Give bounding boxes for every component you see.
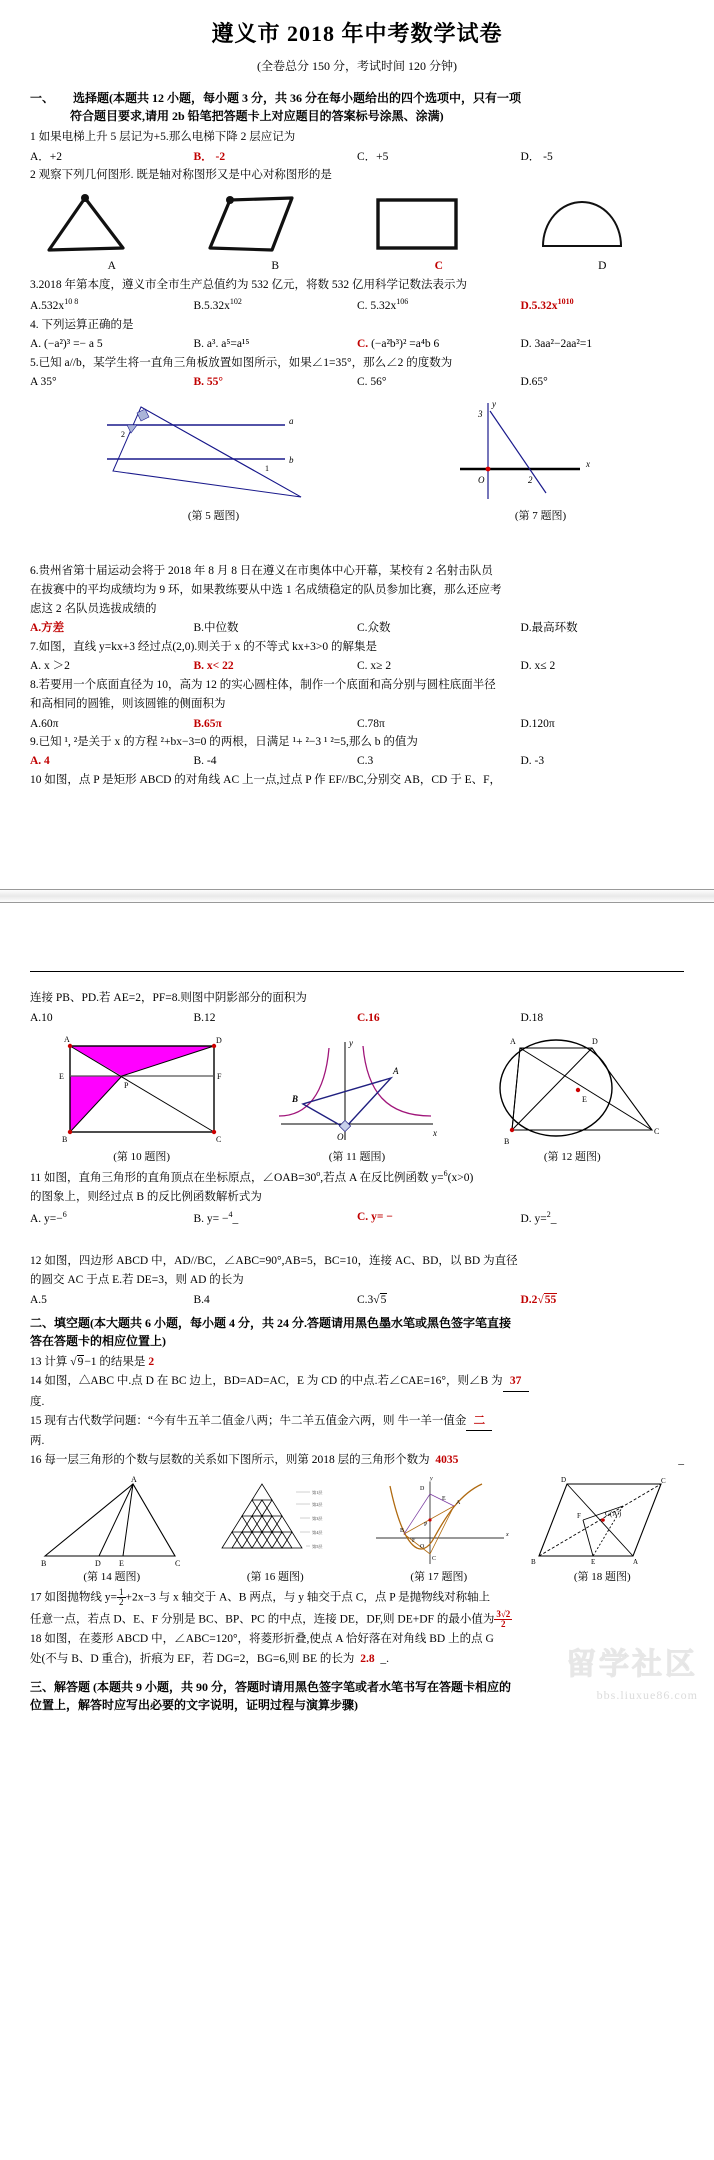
svg-text:E: E [441, 1495, 446, 1502]
q8-option-d[interactable]: D.120π [520, 717, 555, 730]
q6-option-a[interactable]: A.方差 [30, 622, 65, 635]
q3-option-d[interactable]: $D.5.32x^{1010}$ [520, 297, 574, 313]
svg-text:A: A [510, 1037, 517, 1047]
svg-text:D: D [561, 1475, 567, 1484]
q3-option-b[interactable]: $B.5.32x^{102}$ [193, 297, 242, 313]
question-6-line3: 虑这 2 名队员选拔成绩的 [30, 603, 157, 616]
q9-option-a[interactable]: A. 4 [30, 755, 50, 768]
svg-text:D: D [592, 1037, 599, 1047]
q5-option-d[interactable]: D.65° [520, 376, 548, 389]
q10-option-b[interactable]: B.12 [193, 1011, 216, 1024]
q10-option-d[interactable]: D.18 [520, 1011, 544, 1024]
question-1-options [30, 149, 684, 166]
page-break-divider [0, 889, 714, 903]
svg-text:第2层: 第2层 [312, 1501, 323, 1507]
q8-option-b[interactable]: B.65π [193, 717, 222, 730]
svg-text:C: C [431, 1555, 436, 1562]
svg-text:x: x [505, 1531, 509, 1538]
q3-option-a[interactable]: $A.532x^{10 8}$ [30, 297, 79, 313]
svg-text:x: x [432, 1128, 437, 1139]
question-4-options [30, 336, 684, 353]
q18-answer: 2.8 [360, 1652, 375, 1665]
question-7-text: 7.如图，直线 y=kx+3 经过点(2,0).则关于 x 的不等式 kx+3>0 的解集是 [30, 641, 377, 654]
semicircle-icon [527, 190, 637, 256]
question-8-line2: 和高相同的圆锥，则该圆锥的侧面积为 [30, 698, 226, 711]
q9-option-d[interactable]: D. -3 [520, 755, 545, 768]
watermark-url: bbs.liuxue86.com [596, 1687, 698, 1702]
figure-10 [44, 1032, 240, 1166]
question-17-line1: 17 如图抛物线 y= $\frac{1}{2}$ +2x−3 与 x 轴交于 A、B 两点，与 y 轴交于点 C，点 P 是抛物线对称轴上 [30, 1586, 491, 1608]
q7-option-d[interactable]: D. x≤ 2 [520, 660, 556, 673]
q6-option-d[interactable]: D.最高环数 [520, 622, 578, 635]
svg-text:B: B [291, 1094, 298, 1105]
q1-option-c[interactable]: C．+5 [357, 150, 389, 163]
q1-option-b[interactable]: B． -2 [193, 150, 226, 163]
svg-text:P: P [423, 1521, 428, 1528]
question-3-options [30, 296, 684, 315]
page-title: 遵义市 2018 年中考数学试卷 [211, 21, 503, 46]
figure-7-caption: (第 7 题图) [514, 509, 567, 522]
svg-text:C: C [661, 1476, 666, 1485]
question-15-line2: 两. [30, 1435, 45, 1448]
svg-text:b: b [288, 454, 293, 465]
svg-text:A: A [633, 1557, 639, 1566]
figure-16-caption: (第 16 题图) [246, 1570, 304, 1583]
q2-label-d: D [598, 260, 607, 273]
figure-17 [364, 1476, 514, 1586]
watermark-text: 留学社区 [566, 1648, 698, 1681]
figures-14-16-17-18 [30, 1476, 684, 1586]
triangle-layers-diagram [200, 1476, 350, 1568]
rectangle-icon [364, 190, 474, 256]
svg-text:A: A [63, 1035, 70, 1045]
q4-option-b[interactable]: B. a³. a⁵=a¹⁵ [193, 338, 250, 351]
section-3-line1: 三、解答题 (本题共 9 小题，共 90 分，答题时请用黑色签字笔或者水笔书写在答题卡相应的 [30, 1679, 511, 1694]
q5-option-b[interactable]: B. 55° [193, 376, 224, 389]
question-5-options [30, 374, 684, 391]
question-10-line2: 连接 PB、PD.若 AE=2，PF=8.则图中阴影部分的面积为 [30, 992, 307, 1005]
figures-10-11-12 [30, 1032, 684, 1166]
svg-text:x: x [585, 458, 590, 469]
svg-text:O: O [419, 1543, 425, 1550]
figure-14 [37, 1476, 187, 1586]
question-9-options [30, 753, 684, 770]
parallelogram-icon [200, 190, 310, 256]
q11-option-a[interactable]: A. y=−$^6$ [30, 1209, 67, 1225]
q11-option-d[interactable]: D. y=$^2$_ [520, 1209, 557, 1225]
q12-option-a[interactable]: A.5 [30, 1293, 47, 1306]
q13-answer: 2 [148, 1356, 155, 1369]
q14-answer: 37 [503, 1373, 529, 1391]
svg-text:F: F [216, 1072, 222, 1082]
question-4-text: 4. 下列运算正确的是 [30, 318, 134, 331]
question-10-line1: 10 如图，点 P 是矩形 ABCD 的对角线 AC 上一点,过点 P 作 EF//BC,分别交 AB，CD 于 E、F， [30, 774, 502, 787]
q1-option-d[interactable]: D． -5 [520, 150, 553, 163]
q4-option-c[interactable]: C. (−a²b³)² =a⁴b 6 [357, 338, 440, 351]
svg-text:E: E [591, 1557, 596, 1566]
figure-18 [527, 1476, 677, 1586]
q7-option-c[interactable]: C. x≥ 2 [357, 660, 392, 673]
figure-5 [89, 397, 339, 525]
q7-option-a[interactable]: A. x ＞2 [30, 660, 70, 673]
figure-18-caption: (第 18 题图) [573, 1570, 631, 1583]
svg-text:O: O [336, 1132, 344, 1143]
triangle-icon [37, 190, 147, 256]
q9-option-c[interactable]: C.3 [357, 755, 374, 768]
figure-11-caption: (第 11 题围) [328, 1151, 386, 1164]
q12-option-b[interactable]: B.4 [193, 1293, 210, 1306]
question-11-options [30, 1209, 684, 1228]
q2-label-b: B [271, 260, 280, 273]
q2-label-a: A [107, 260, 116, 273]
triangle-abc-diagram [37, 1476, 187, 1568]
svg-text:2: 2 [527, 474, 532, 485]
q2-shape-c[interactable] [364, 190, 514, 275]
svg-text:第1层: 第1层 [312, 1489, 323, 1495]
q4-option-d[interactable]: D. 3aa²−2aa²=1 [520, 338, 593, 351]
exam-page [0, 18, 714, 1714]
section-1-heading [30, 89, 684, 125]
svg-text:C: C [174, 1558, 181, 1568]
q16-answer: 4035 [435, 1454, 459, 1467]
figure-5-caption: (第 5 题图) [187, 509, 240, 522]
q1-option-a[interactable]: A．+2 [30, 150, 63, 163]
q10-option-a[interactable]: A.10 [30, 1011, 53, 1024]
svg-text:B: B [40, 1558, 47, 1568]
svg-text:D: D [94, 1558, 101, 1568]
svg-text:C: C [215, 1135, 221, 1145]
q3-option-c[interactable]: C. $5.32x^{106}$ [357, 297, 409, 313]
hyperbola-diagram [267, 1032, 447, 1148]
q2-shape-a[interactable] [37, 190, 187, 275]
question-6-options [30, 620, 684, 637]
svg-text:第4层: 第4层 [312, 1529, 323, 1535]
watermark [566, 1643, 698, 1704]
question-3-text: 3.2018 年第本度，遵义市全市生产总值约为 532 亿元，将数 532 亿用科学记数法表示为 [30, 279, 467, 292]
q17-answer: $\frac{3√2}{2}$ [496, 1608, 511, 1629]
q2-shape-b[interactable] [200, 190, 350, 275]
question-9-text: 9.已知 ¹, ²是关于 x 的方程 ²+bx−3=0 的两根，日满足 ¹+ ²−3 ¹ ²=5,那么 b 的值为 [30, 736, 418, 749]
svg-text:C: C [654, 1127, 660, 1137]
section-1-line2: 符合题目要求,请用 2b 铅笔把答题卡上对应题目的答案标号涂黑、涂满) [70, 109, 444, 124]
svg-text:第3层: 第3层 [312, 1515, 323, 1521]
svg-text:E: E [582, 1095, 588, 1105]
figure-17-caption: (第 17 题图) [410, 1570, 468, 1583]
section-2-line1: 二、填空题(本大题共 6 小题，每小题 4 分，共 24 分.答题请用黑色墨水笔或黑色签字笔直接 [30, 1316, 511, 1331]
q11-option-b[interactable]: B. y= −$^4$_ [193, 1209, 239, 1225]
q11-option-c[interactable]: C. y= − [357, 1210, 393, 1223]
question-5-text: 5.已知 a//b，某学生将一直角三角板放置如图所示，如果∠1=35°，那么∠2 的度数为 [30, 356, 453, 369]
svg-text:1: 1 [264, 463, 269, 473]
svg-text:B: B [61, 1135, 67, 1145]
question-10-options [30, 1010, 684, 1027]
question-12-line2: 的圆交 AC 于点 E.若 DE=3，则 AD 的长为 [30, 1274, 244, 1287]
q8-option-a[interactable]: A.60π [30, 717, 59, 730]
question-14-tail: 度. [30, 1395, 45, 1408]
question-14: 14 如图，△ABC 中.点 D 在 BC 边上，BD=AD=AC，E 为 CD 的中点.若∠CAE=16°，则∠B 为 37 [30, 1373, 684, 1391]
question-13: 13 计算 √9−1 的结果是 2 [30, 1356, 155, 1369]
question-6-line1: 6.贵州省第十届运动会将于 2018 年 8 月 8 日在遵义在市奥体中心开幕，某校有 2 名射击队员 [30, 564, 493, 577]
rectangle-shaded-diagram [44, 1032, 240, 1148]
section-1-marker: 一、 [30, 91, 55, 106]
svg-text:B: B [504, 1137, 510, 1147]
question-2-text: 2 观察下列几何图形. 既是轴对称图形又是中心对称图形的是 [30, 169, 332, 182]
q12-option-d[interactable]: D.2√55 [520, 1293, 557, 1306]
svg-text:y: y [429, 1475, 433, 1482]
svg-text:F: F [411, 1537, 416, 1544]
question-18-line1: 18 如图，在菱形 ABCD 中，∠ABC=120°，将菱形折叠,使点 A 恰好落在对角线 BD 上的点 G [30, 1633, 494, 1646]
q2-shape-d[interactable] [527, 190, 677, 275]
linear-function-graph [456, 397, 626, 507]
section-1-line1: 选择题(本题共 12 小题，每小题 3 分，共 36 分在每小题给出的四个选项中，只有一项 [73, 91, 521, 106]
svg-text:3: 3 [477, 408, 482, 419]
svg-text:P: P [123, 1081, 129, 1091]
svg-text:B: B [531, 1557, 536, 1566]
svg-text:2: 2 [120, 429, 125, 439]
figure-16 [200, 1476, 350, 1586]
q6-option-c[interactable]: C.众数 [357, 622, 391, 635]
svg-text:E: E [58, 1072, 64, 1082]
parallel-lines-triangle-diagram [89, 397, 339, 507]
question-8-line1: 8.若要用一个底面直径为 10，高为 12 的实心圆柱体，制作一个底面和高分别与圆柱底面半径 [30, 679, 496, 691]
q6-option-b[interactable]: B.中位数 [193, 622, 239, 635]
question-11-line2: 的图象上，则经过点 B 的反比例函数解析式为 [30, 1191, 262, 1204]
svg-text:O: O [477, 474, 484, 485]
q15-answer: 二 [466, 1413, 492, 1431]
q5-option-c[interactable]: C. 56° [357, 376, 387, 389]
figure-11 [267, 1032, 447, 1166]
svg-text:D: D [215, 1036, 222, 1046]
circle-quadrilateral-diagram [474, 1032, 670, 1148]
svg-text:D: D [419, 1485, 425, 1492]
q2-label-c: C [434, 260, 443, 273]
section-3-line2: 位置上，解答时应写出必要的文字说明，证明过程与演算步骤) [30, 1697, 358, 1712]
q5-option-a[interactable]: A 35° [30, 376, 57, 389]
figure-10-caption: (第 10 题图) [113, 1151, 171, 1164]
svg-text:A: A [392, 1066, 399, 1077]
question-17-line2: 任意一点，若点 D、E、F 分别是 BC、BP、PC 的中点，连接 DE，DF,则 DE+DF 的最小值为 $\frac{3√2}{2}$ [30, 1608, 511, 1629]
question-2-shapes [30, 190, 684, 275]
svg-text:A: A [455, 1499, 461, 1506]
q8-option-c[interactable]: C.78π [357, 717, 385, 730]
svg-text:第5层: 第5层 [312, 1543, 323, 1549]
svg-text:y: y [348, 1038, 353, 1049]
question-12-options [30, 1292, 684, 1309]
question-15-line1: 15 现有古代数学问题：“今有牛五羊二值金八两；牛二羊五值金六两，则 牛一羊一值金 二 [30, 1413, 684, 1431]
svg-text:a: a [288, 415, 293, 426]
q10-option-c[interactable]: C.16 [357, 1011, 380, 1024]
question-7-options [30, 658, 684, 675]
parabola-diagram [364, 1476, 514, 1568]
svg-text:G(A'): G(A') [605, 1509, 622, 1518]
svg-text:y: y [491, 398, 496, 409]
question-11-line1: 11 如图，直角三角形的直角顶点在坐标原点，$\angle OAB=30^o$,若点 A 在反比例函数 y=$^6$(x>0) [30, 1169, 474, 1185]
question-18-line2: 处(不与 B、D 重合)，折痕为 EF，若 DG=2，BG=6,则 BE 的长为 2.8 _. [30, 1652, 389, 1665]
q12-option-c[interactable]: C.3√5 [357, 1293, 387, 1306]
figure-12 [474, 1032, 670, 1166]
svg-text:E: E [118, 1558, 124, 1568]
question-8-options [30, 716, 684, 733]
section-2-heading [30, 1314, 684, 1350]
figure-14-caption: (第 14 题图) [83, 1570, 141, 1583]
question-1-text: 1 如果电梯上升 5 层记为+5.那么电梯下降 2 层应记为 [30, 131, 296, 144]
svg-text:B: B [399, 1527, 404, 1534]
q9-option-b[interactable]: B. -4 [193, 755, 217, 768]
rhombus-fold-diagram [527, 1476, 677, 1568]
q7-option-b[interactable]: B. x< 22 [193, 660, 234, 673]
figure-7 [456, 397, 626, 525]
question-16: 16 每一层三角形的个数与层数的关系如下图所示，则第 2018 层的三角形个数为 4035 _ [30, 1454, 684, 1467]
figures-5-7 [30, 397, 684, 525]
q4-option-a[interactable]: A. (−a²)³ =− a 5 [30, 338, 103, 351]
section-2-line2: 答在答题卡的相应位置上) [30, 1334, 166, 1349]
svg-text:A: A [130, 1475, 137, 1484]
exam-subtitle: (全卷总分 150 分，考试时间 120 分钟) [257, 58, 457, 73]
question-6-line2: 在拔赛中的平均成绩均为 9 环，如果教练要从中选 1 名成绩稳定的队员参加比赛，那么还应考 [30, 583, 502, 596]
svg-text:F: F [577, 1511, 582, 1520]
figure-12-caption: (第 12 题图) [543, 1151, 601, 1164]
question-12-line1: 12 如图，四边形 ABCD 中，AD//BC，∠ABC=90°,AB=5，BC=10，连接 AC、BD，以 BD 为直径 [30, 1255, 518, 1268]
